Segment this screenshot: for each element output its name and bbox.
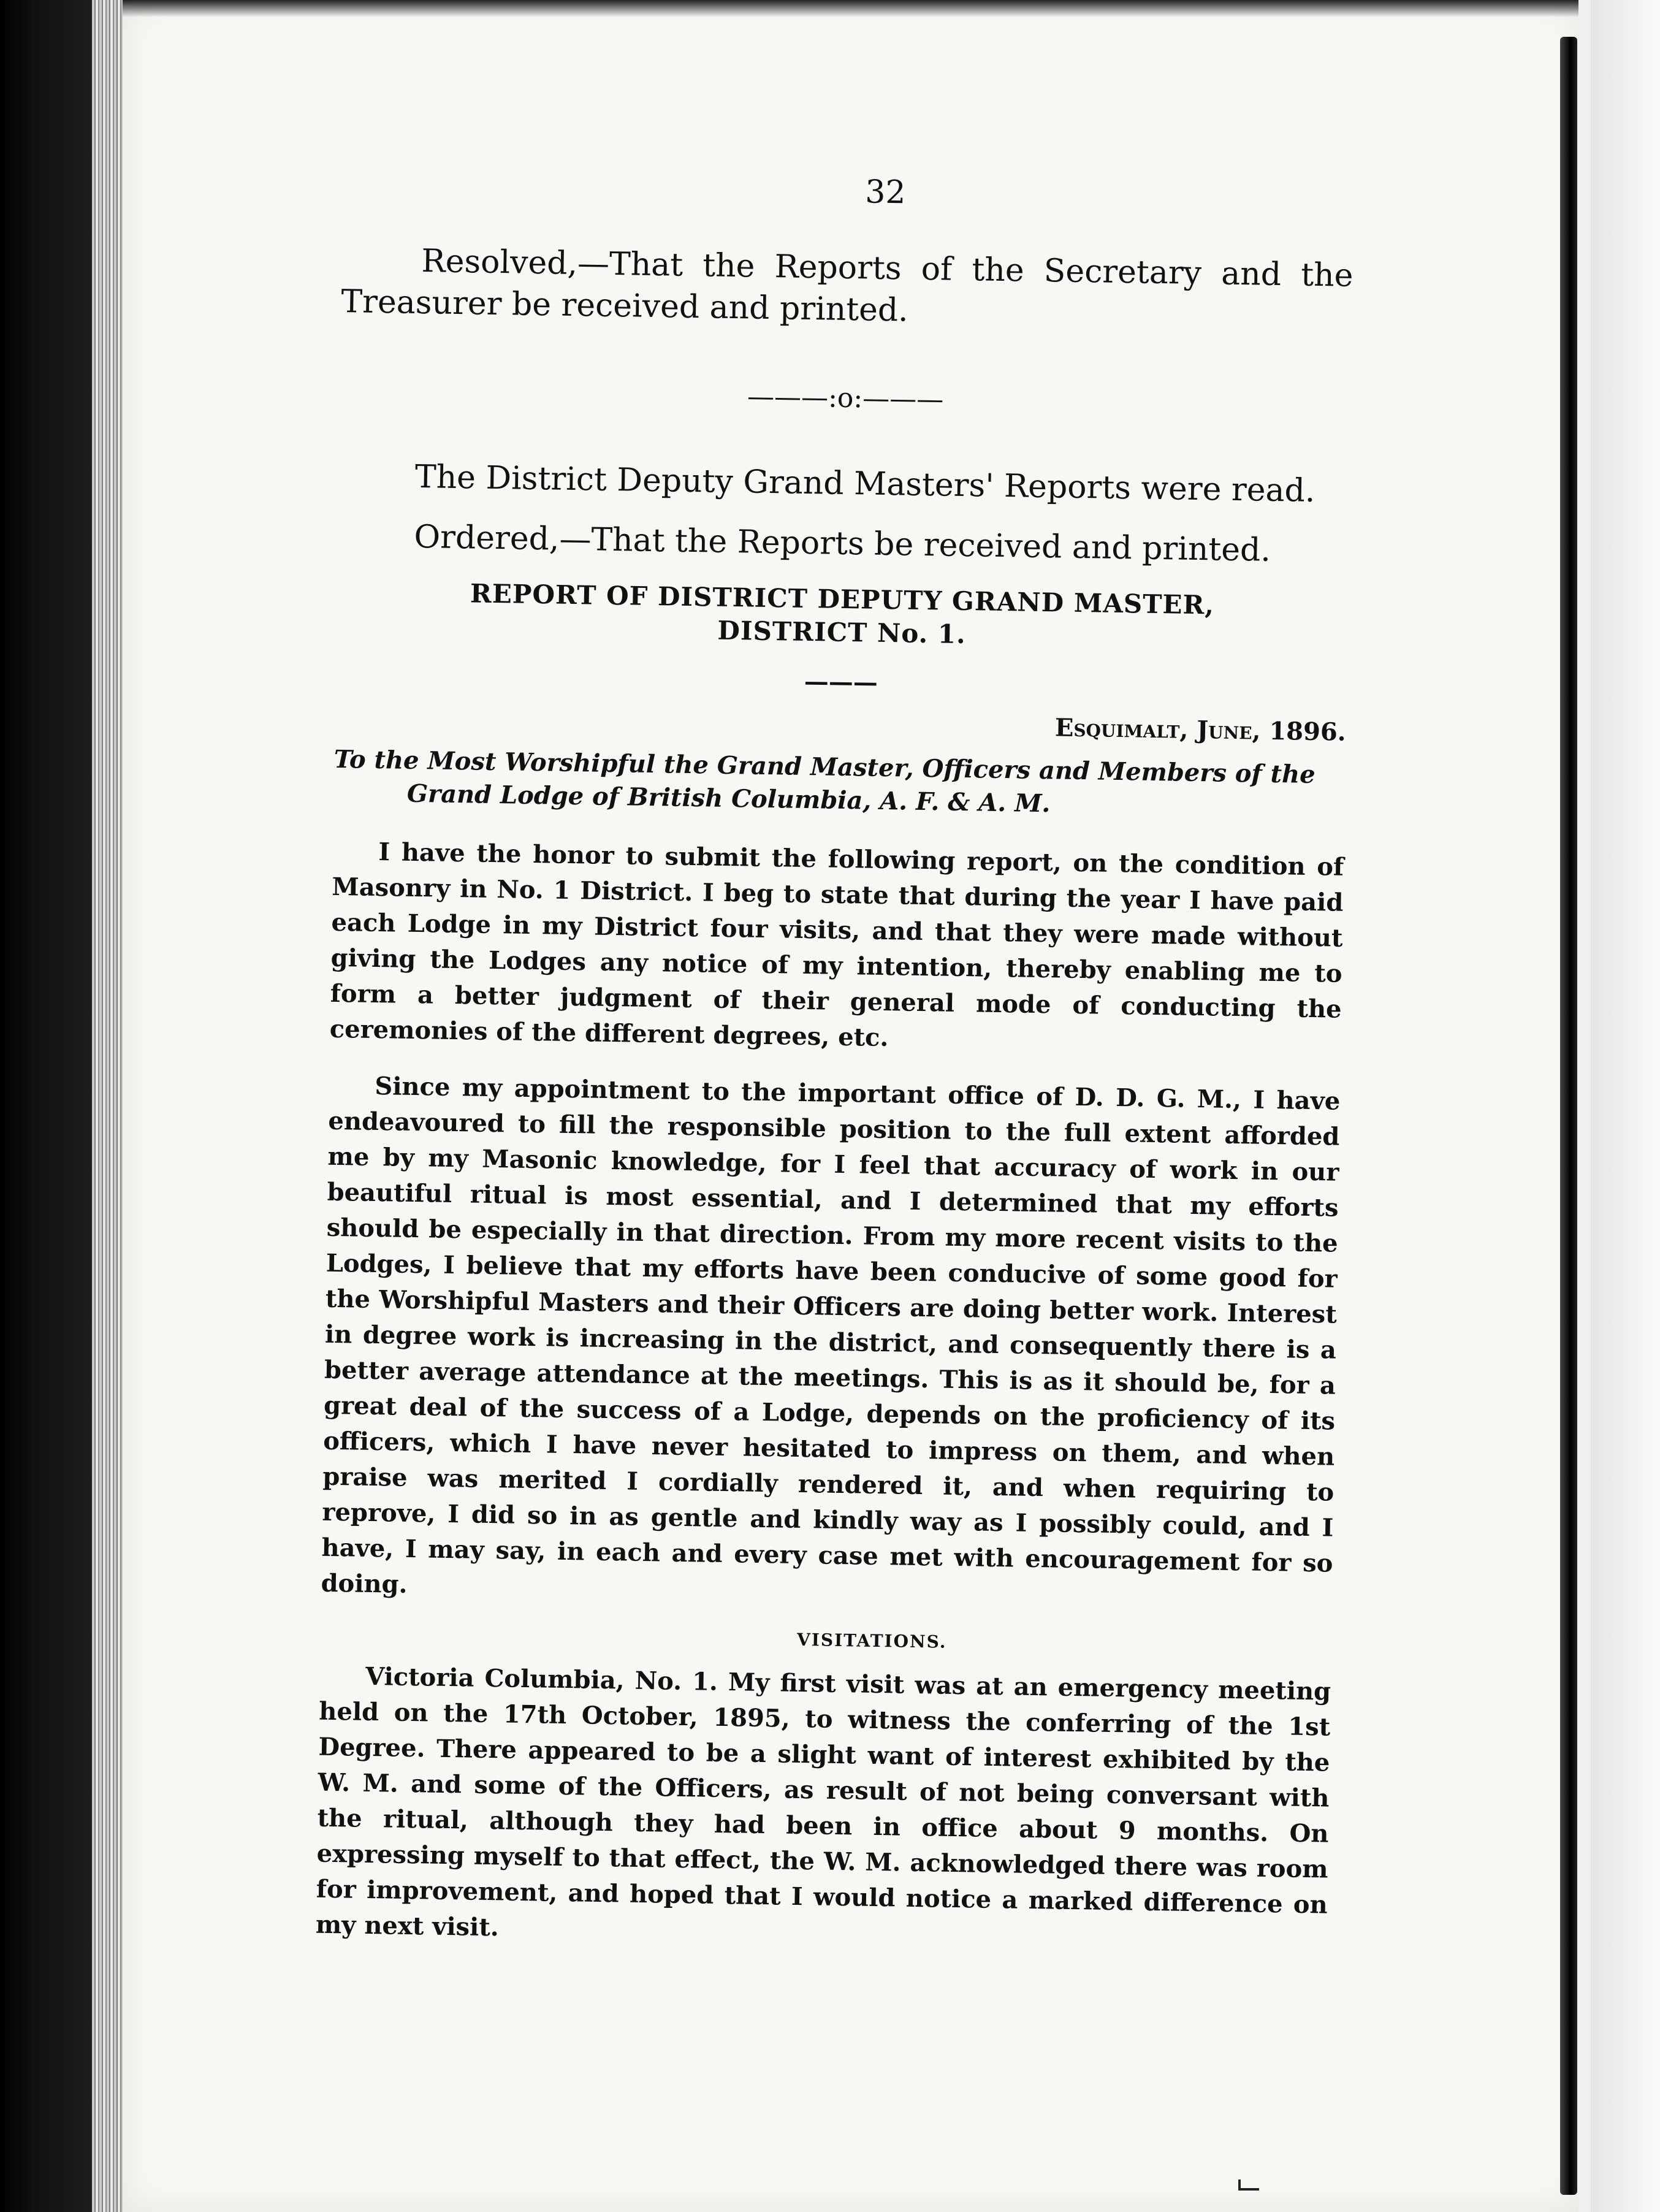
resolution-text: Resolved,—That the Reports of the Secretary and the Treasurer be received and printed.: [341, 243, 1354, 329]
ornamental-separator: ———:o:———: [747, 381, 944, 416]
page-top-shadow: [123, 0, 1582, 17]
page-number: 32: [864, 174, 906, 212]
ordered-line: Ordered,—That the Reports be received and printed.: [414, 518, 1271, 569]
short-separator: ———: [804, 666, 878, 697]
reports-read-line: The District Deputy Grand Masters' Reports were read.: [414, 458, 1315, 509]
report-paragraph-1: I have the honor to submit the following report, on the condition of Masonry in No. 1 District. I beg to state that during the year I have paid each Lodge in my District four visits, and that they were made without giving the Lodges any notice of my intention, thereby enabling me to form a better judgment of their general mode of conducting the ceremonies of the different degrees, etc.: [329, 837, 1344, 1053]
facing-page-edge: [1578, 0, 1660, 2212]
scan-corner-mark: [1238, 2180, 1259, 2191]
page-content: [315, 166, 1355, 1980]
book-gutter: [1560, 37, 1577, 2195]
section-heading: VISITATIONS.: [796, 1629, 947, 1652]
report-title-line-1: REPORT OF DISTRICT DEPUTY GRAND MASTER,: [470, 578, 1215, 620]
dateline: Esquimalt, June, 1896.: [1054, 713, 1347, 747]
report-paragraph-2: Since my appointment to the important office of D. D. G. M., I have endeavoured to fill the responsible position to the full extent afforded me by my Masonic knowledge, for I feel that accuracy of work in our beautiful ritual is most essential, and I determined that my efforts should be especially in that direction. From my more recent visits to the Lodges, I believe that my efforts have been conducive of some good for the Worshipful Masters and their Officers are doing better work. Interest in degree work is increasing in the district, and consequently there is a better average attendance at the meetings. This is as it should be, for a great deal of the success of a Lodge, depends on the proficiency of its officers, which I have never hesitated to impress on them, and when praise was merited I cordially rendered it, and when requiring to reprove, I did so in as gentle and kindly way as I possibly could, and I have, I may say, in each and every case met with encouragement for so doing.: [321, 1071, 1341, 1599]
salutation-address: To the Most Worshipful the Grand Master, Officers and Members of the Grand Lodge of British Columbia, A. F. & A. M.: [333, 744, 1316, 818]
visitation-paragraph: Victoria Columbia, No. 1. My first visit was at an emergency meeting held on the 17th October, 1895, to witness the conferring of the 1st Degree. There appeared to be a slight want of interest exhibited by the W. M. and some of the Officers, as result of not being conversant with the ritual, although they had been in office about 9 months. On expressing myself to that effect, the W. M. acknowledged there was room for improvement, and hoped that I would notice a marked difference on my next visit.: [315, 1661, 1331, 1942]
report-title-line-2: DISTRICT No. 1.: [717, 615, 967, 650]
